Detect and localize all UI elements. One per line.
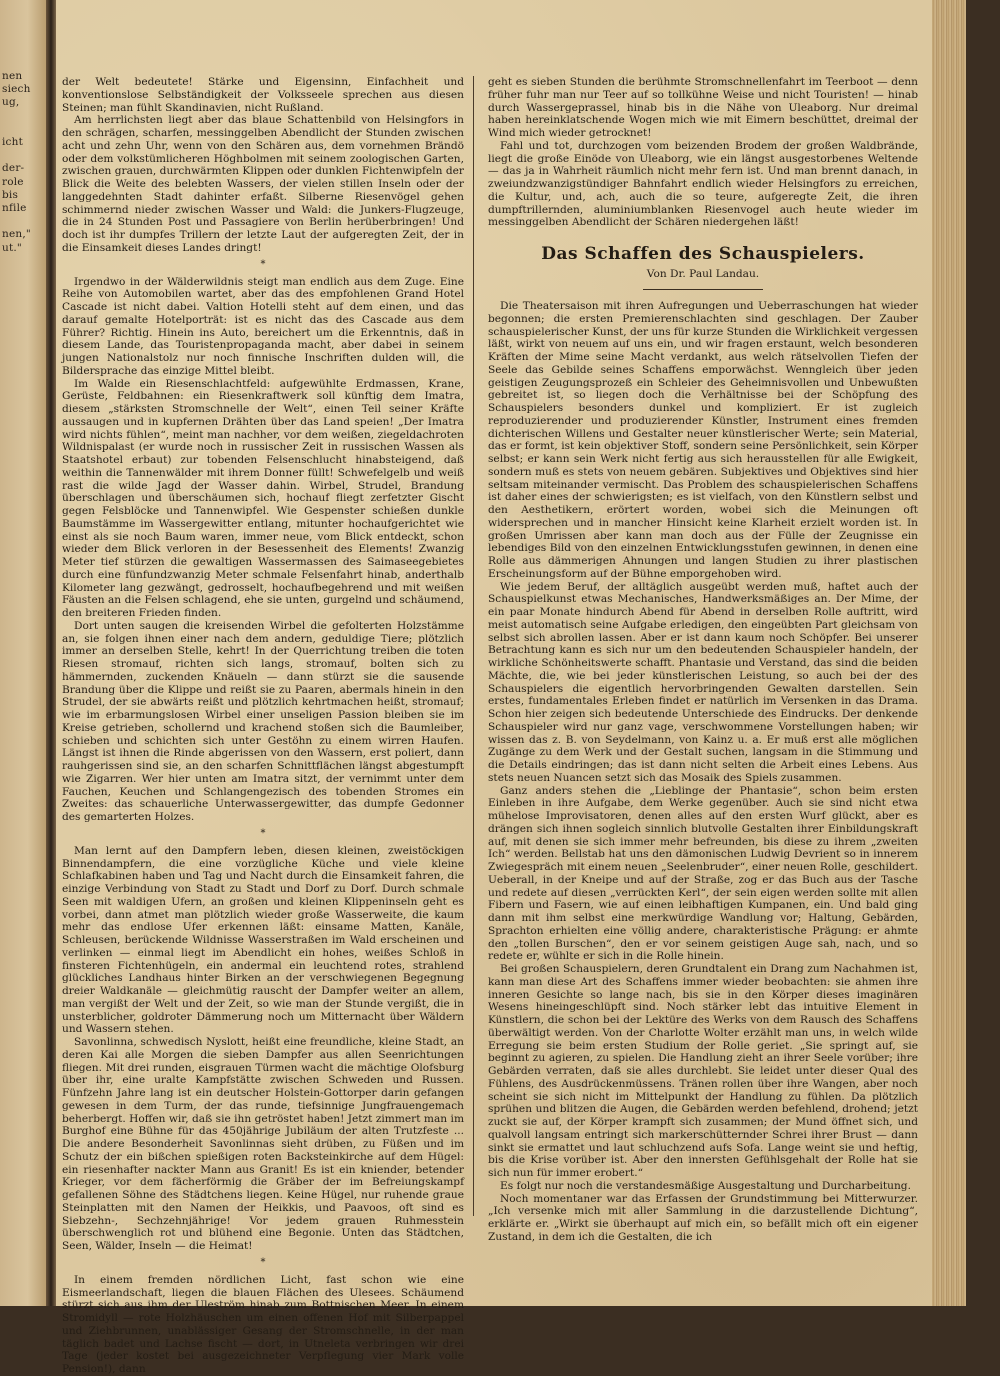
section-separator: *: [260, 827, 266, 839]
article-byline: Von Dr. Paul Landau.: [646, 268, 760, 280]
paragraph: geht es sieben Stunden die berühmte Stromschnellenfahrt im Teerboot — denn früher fuhr man nur Teer auf so tollkühne Weise und nicht Touristen! — hinab durch Wassergeprassel, hinab bis in die Nähe von Uleaborg. Nur dreimal haben hereinklatschende Wogen mich wie mit Eimern beschüttet, dreimal der Wind mich wieder getrocknet!: [488, 76, 918, 139]
adjacent-page-fragment: [0, 0, 46, 1306]
paragraph: Es folgt nur noch die verstandesmäßige Ausgestaltung und Durcharbeitung.: [500, 1179, 911, 1192]
newspaper-page: [56, 0, 966, 1375]
paragraph: Wie jedem Beruf, der alltäglich ausgeübt werden muß, haftet auch der Schauspielkunst etwas Mechanisches, Handwerksmäßiges an. Der Mime, der ein paar Monate hindurch Abend für Abend in derselben Rolle auftritt, wird meist automatisch seine Aufgabe erledigen, den eingeübten Part gleichsam von selbst sich abrollen lassen. Aber er ist dann kaum noch Schöpfer. Bei unserer Betrachtung kann es sich nur um den bedeutenden Schauspieler handeln, der wirkliche Schönheitswerte schafft. Phantasie und Verstand, das sind die beiden Mächte, die, wie bei jeder künstlerischen Leistung, so auch bei der des Schauspielers die eigentlich hervorbringenden Gewalten darstellen. Sein erstes, fundamentales Erleben findet er natürlich im Versenken in das Drama. Schon hier zeigen sich bedeutende Unterschiede des Eindrucks. Der denkende Schauspieler wird nur ganz vage, verschwommene Vorstellungen haben; wir wissen das z. B. von Seydelmann, von Kainz u. a. Er muß erst alle möglichen Zugänge zu dem Werk und der Gestalt suchen, langsam in die Stimmung und die Details eindringen; das ist dann nicht selten die Arbeit eines Lebens. Aus stets neuen Nuancen setzt sich das Mosaik des Spiels zusammen.: [488, 580, 918, 784]
paragraph: Irgendwo in der Wälderwildnis steigt man endlich aus dem Zuge. Eine Reihe von Automobilen wartet, aber das des empfohlenen Grand Hotel Cascade ist nicht dabei. Valtion Hotelli steht auf dem einen, und das darauf gemalte Hotelporträt: ist es nicht das des Cascade aus dem Führer? Richtig. Hinein ins Auto, bereichert um die Erkenntnis, daß in diesem Lande, das Touristenpropaganda macht, aber dabei in seinem jungen Nationalstolz nur noch finnische Inschriften dulden will, die Bildersprache das einzige Mittel bleibt.: [62, 275, 464, 377]
right-column: [488, 76, 918, 1243]
paragraph: Man lernt auf den Dampfern leben, diesen kleinen, zweistöckigen Binnendampfern, die eine vorzügliche Küche und viele kleine Schlafkabinen haben und Tag und Nacht durch die Einsamkeit fahren, die einzige Verbindung von Stadt zu Stadt und Dorf zu Dorf. Durch schmale Seen mit waldigen Ufern, an großen und kleinen Klippeninseln geht es vorbei, dann atmet man plötzlich wieder große Wasserweite, die kaum mehr das endlose Ufer erkennen läßt: einsame Matten, Kanäle, Schleusen, berückende Wildnisse Wasserstraßen im Wald erscheinen und verlinken — einmal liegt im Abendlicht ein hohes, weißes Schloß in finsteren Fichtenhügeln, ein andermal ein leuchtend rotes, strahlend glückliches Landhaus hinter Birken an der verschwiegenen Begegnung dreier Waldkanäle — gleichmütig rauscht der Dampfer weiter an allem, man vergißt der Welt und der Zeit, so wie man der Stunde vergißt, die in unsterblicher, goldroter Dämmerung noch um Mitternacht über Wäldern und Wassern stehen.: [62, 844, 464, 1036]
paragraph: In einem fremden nördlichen Licht, fast schon wie eine Eismeerlandschaft, liegen die blauen Flächen des Ulesees. Schäumend stürzt sich aus ihm der Uleström hinab zum Bottnischen Meer. In einem Stromidyll — rote Holzhäuschen um einen offenen Hof mit Silberpappel und Ziehbrunnen, unablässiger Gesang der Stromschnelle, in der man täglich badet und Lachse fischt — dort, in Utneleta verbringen wir drei Tage (jeder kostet bei ausgezeichneter Verpflegung vier Mark volle Pension!), dann: [62, 1273, 464, 1375]
paragraph: der Welt bedeutete! Stärke und Eigensinn, Einfachheit und konventionslose Selbständigkeit der Volksseele sprechen aus diesen Steinen; man fühlt Skandinavien, nicht Rußland.: [62, 76, 464, 114]
paragraph: Im Walde ein Riesenschlachtfeld: aufgewühlte Erdmassen, Krane, Gerüste, Feldbahnen: ein Riesenkraftwerk soll künftig dem Imatra, diesem „stärksten Stromschnelle der Welt“, einen Teil seiner Kräfte aussaugen und in kupfernen Drähten über das Land speien! „Der Imatra wird nichts fühlen“, meint man nachher, vor dem weißen, ziegeldachroten Wildnispalast (er wurde noch in russischer Zeit in russischen Wassen als Staatshotel erbaut) zur tobenden Felsenschlucht hinabsteigend, daß weithin die Tannenwälder mit ihrem Donner füllt! Schwefelgelb und weiß rast die wilde Jagd der Wasser dahin. Wirbel, Strudel, Brandung überschlagen und überschäumen sich, hochauf fliegt zerfetzter Gischt gegen Felsblöcke und Tannenwipfel. Wie Gespenster schießen dunkle Baumstämme im Wassergewitter entlang, mitunter hochaufgerichtet wie einst als sie noch Baum waren, immer neue, vom Blick entdeckt, schon wieder dem Blick verloren in der Besessenheit des Elements! Zwanzig Meter tief stürzen die gewaltigen Wassermassen des Saimaseegebietes durch eine fünfundzwanzig Meter schmale Felsenfahrt hinab, anderthalb Kilometer lang gezwängt, gedrosselt, hochaufbegehrend und mit weißen Fäusten an die Felsen schlagend, ehe sie unten, gurgelnd und schäumend, den breiteren Frieden finden.: [62, 377, 464, 619]
paragraph: Am herrlichsten liegt aber das blaue Schattenbild von Helsingfors in den schrägen, scharfen, messinggelben Abendlicht der Stunden zwischen acht und zehn Uhr, wenn von den Schären aus, dem vornehmen Brändö oder dem volkstümlicheren Höghbolmen mit seinem zoologischen Garten, zwischen grauen, durchwärmten Klippen oder dunklen Fichtenwipfeln der Blick die Weite des belebten Wassers, der vielen stillen Inseln oder der langgedehnten Stadt dahinter erfaßt. Silberne Riesenvögel gehen schimmernd nieder zwischen Wasser und Wald: die Junkers-Flugzeuge, die in 24 Stunden Post und Passagiere von Berlin herüberbringen! Und doch ist ihr dumpfes Trillern der letzte Laut der aufgeregten Zeit, der in die Einsamkeit dieses Landes dringt!: [62, 114, 464, 254]
section-separator: *: [260, 258, 266, 270]
section-separator: *: [260, 1256, 266, 1268]
adjacent-page-text: nen siech ug, icht der- role bis nfile nen," ut.": [2, 70, 31, 254]
left-column: [62, 76, 464, 1375]
column-rule: [473, 76, 474, 1216]
paragraph: Die Theatersaison mit ihren Aufregungen und Ueberraschungen hat wieder begonnen; die ersten Premierenschlachten sind geschlagen. Der Zauber schauspielerischer Kunst, der uns für kurze Stunden die Wirklichkeit vergessen läßt, wirkt von neuem auf uns ein, und wir fragen erstaunt, welch besonderen Kräften der Mime seine Macht verdankt, aus welch rätselvollen Tiefen der Seele das Gebilde seines Schaffens emporwächst. Wenngleich über jeden geistigen Zeugungsprozeß ein Schleier des Geheimnisvollen und Unbewußten gebreitet ist, so liegen doch die Verhältnisse bei der Schöpfung des Schauspielers besonders dunkel und kompliziert. Er ist zugleich reproduzierender und produzierender Künstler, Instrument eines fremden dichterischen Willens und Gestalter neuer künstlerischer Werte; sein Material, das er formt, ist kein objektiver Stoff, sondern seine Persönlichkeit, sein Körper selbst; er kann sein Werk nicht fertig aus sich herausstellen für alle Ewigkeit, sondern muß es stets von neuem gebären. Subjektives und Objektives sind hier seltsam miteinander vermischt. Das Problem des schauspielerischen Schaffens ist daher eines der schwierigsten; es ist vielfach, von den Künstlern selbst und den Aesthetikern, erörtert worden, wobei sich die Meinungen oft widersprechen und in mancher Hinsicht keine Klarheit erzielt worden ist. In großen Umrissen aber kann man doch aus der Fülle der Zeugnisse ein lebendiges Bild von den einzelnen Entwicklungsstufen gewinnen, in denen eine Rolle aus dämmerigen Ahnungen und langen Studien zu ihrer plastischen Erscheinungsform auf der Bühne emporgehoben wird.: [488, 300, 918, 580]
paragraph: Noch momentaner war das Erfassen der Grundstimmung bei Mitterwurzer. „Ich versenke mich mit aller Sammlung in die darzustellende Dichtung“, erklärte er. „Wirkt sie überhaupt auf mich ein, so befällt mich oft ein eigener Zustand, in dem ich die Gestalten, die ich: [488, 1192, 918, 1243]
paragraph: Dort unten saugen die kreisenden Wirbel die gefolterten Holzstämme an, sie folgen ihnen einer nach dem andern, geduldige Tiere; plötzlich immer an derselben Stelle, kehrt! In der Querrichtung treiben die toten Riesen stromauf, richten sich langs, stromauf, bolten sich zu hämmernden, zuckenden Knäueln — dann stürzt sie die sausende Brandung über die Klippe und reißt sie zu Paaren, abermals hinein in den Strudel, der sie abwärts reißt und plötzlich kehrtmachen heißt, stromauf; wie im erbarmungslosen Wirbel einer unseligen Passion bleiben sie im Kreise getrieben, schollernd und krachend stoßen sich die Baumleiber, schieben und schichten sich unter Gestöhn zu einem wirren Haufen. Längst ist ihnen die Rinde abgerissen von den Wassern, erst poliert, dann rauhgerissen sind sie, an den scharfen Schnittflächen längst abgestumpft wie Zigarren. Wer hier unten am Imatra sitzt, der vernimmt unter dem Fauchen, Keuchen und Schlangengezisch des tobenden Stromes ein Zweites: das schauerliche Unterwassergewitter, das dumpfe Gedonner des gemarterten Holzes.: [62, 619, 464, 823]
paragraph: Bei großen Schauspielern, deren Grundtalent ein Drang zum Nachahmen ist, kann man diese Art des Schaffens immer wieder beobachten: sie ahmen ihre inneren Gesichte so lange nach, bis sie in den Körper dieses imaginären Wesens hineingeschlüpft sind. Noch stärker lebt das intuitive Element in Künstlern, die schon bei der Lektüre des Werks von dem Rausch des Schaffens überwältigt werden. Von der Charlotte Wolter erzählt man uns, in welch wilde Erregung sie beim ersten Studium der Rolle geriet. „Sie springt auf, sie beginnt zu agieren, zu spielen. Die Handlung zieht an ihrer Seele vorüber; ihre Gebärden verraten, daß sie alles durchlebt. Sie leidet unter dieser Qual des Fühlens, des Ausdrückenmüssens. Tränen rollen über ihre Wangen, aber noch scheint sie sich nicht im Mittelpunkt der Handlung zu fühlen. Da plötzlich sprühen und blitzen die Augen, die Gebärden werden befehlend, drohend; jetzt zuckt sie auf, der Körper krampft sich zusammen; der Mund öffnet sich, und qualvoll langsam entringt sich markerschütternder Schrei ihrer Brust — dann sinkt sie ermattet und laut schluchzend aufs Sofa. Lange weint sie und heftig, bis die Krise vorüber ist. Aber den innersten Gefühlsgehalt der Rolle hat sie sich nun für immer erobert.“: [488, 963, 918, 1179]
title-divider: [643, 289, 763, 290]
article-title: Das Schaffen des Schauspielers.: [541, 244, 865, 264]
paragraph: Fahl und tot, durchzogen vom beizenden Brodem der großen Waldbrände, liegt die große Einöde von Uleaborg, wie ein längst ausgestorbenes Weltende — das ja in Wahrheit räumlich nicht mehr fern ist. Und man brennt danach, in zweiundzwanzigstündiger Bahnfahrt endlich wieder Helsingfors zu erreichen, die Kultur, und, ach, auch die so teure, aufgeregte Zeit, die ihren dumpftrillernden, aluminiumblanken Riesenvogel auch heute wieder im messinggelben Abendlicht der Schären niedergehen läßt!: [488, 139, 918, 229]
page-stack-edges: [932, 0, 966, 1306]
paragraph: Ganz anders stehen die „Lieblinge der Phantasie“, schon beim ersten Einleben in ihre Aufgabe, dem Werke gegenüber. Auch sie sind nicht etwa mühelose Improvisatoren, denen alles auf den ersten Wurf glückt, aber es drängen sich ihnen sogleich sinnlich blutvolle Gestalten ihrer Einbildungskraft auf, mit denen sie sich immer mehr befreunden, bis diese zu ihrem „zweiten Ich“ werden. Bellstab hat uns den dämonischen Ludwig Devrient so in innerem Zwiegespräch mit einem neuen „Seelenbruder“, einer neuen Rolle, geschildert. Ueberall, in der Kneipe und auf der Straße, zog er das Buch aus der Tasche und redete auf diesen „verrückten Kerl“, der sein eigen werden sollte mit allen Fibern und Fasern, wie auf einen leibhaftigen Kumpanen, ein. Und bald ging dann mit ihm selbst eine merkwürdige Wandlung vor; Haltung, Gebärden, Sprachton erhielten eine völlig andere, charakteristische Prägung: er ahmte den „tollen Burschen“, den er vor seinem geistigen Auge sah, nach, und so redete er, wühlte er sich in die Rolle hinein.: [488, 784, 918, 963]
paragraph: Savonlinna, schwedisch Nyslott, heißt eine freundliche, kleine Stadt, an deren Kai alle Morgen die sieben Dampfer aus allen Seenrichtungen fliegen. Mit drei runden, eisgrauen Türmen wacht die mächtige Olofsburg über ihr, eine uralte Kampfstätte zwischen Schweden und Russen. Fünfzehn Jahre lang ist ein deutscher Holstein-Gottorper darin gefangen gewesen in dem Turm, der das runde, tiefsinnige Jungfrauengemach beherbergt. Hoffen wir, daß sie ihn getröstet haben! Jetzt zimmert man im Burghof eine Bühne für das 450jährige Jubiläum der alten Trutzfeste ... Die andere Besonderheit Savonlinnas sieht drüben, zu Füßen und im Schutz der ein bißchen spießigen roten Backsteinkirche auf dem Hügel: ein riesenhafter nackter Mann aus Granit! Es ist ein kniender, betender Krieger, vor dem fächerförmig die Gräber der im Befreiungskampf gefallenen Söhne des Städtchens liegen. Keine Hügel, nur ruhende graue Steinplatten mit den Namen der Heikkis, und Paavoos, oft sind es Siebzehn-, Sechzehnjährige! Vor jedem grauen Ruhmesstein überschwenglich rot und blühend eine Begonie. Unten das Städtchen, Seen, Wälder, Inseln — die Heimat!: [62, 1036, 464, 1252]
book-gutter: [46, 0, 56, 1306]
